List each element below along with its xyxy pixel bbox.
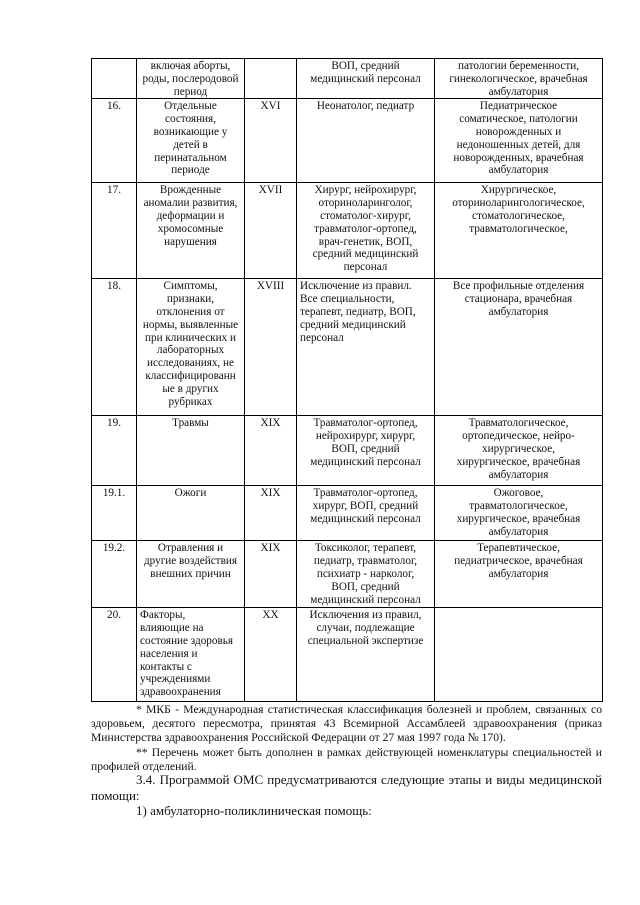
table-row bbox=[92, 416, 603, 486]
departments: Терапевтическое, педиатрическое, врачебная амбулатория bbox=[435, 541, 603, 608]
specialists: Неонатолог, педиатр bbox=[297, 99, 435, 183]
disease-class-name: Отдельные состояния, возникающие у детей в перинатальном периоде bbox=[137, 99, 245, 183]
row-number: 19. bbox=[92, 416, 137, 486]
icd-class: XIX bbox=[245, 416, 297, 486]
classification-table bbox=[91, 58, 603, 702]
section-paragraph: 3.4. Программой ОМС предусматриваются следующие этапы и виды медицинской помощи: bbox=[91, 772, 602, 803]
row-number: 18. bbox=[92, 279, 137, 416]
departments bbox=[435, 608, 603, 702]
footnote-list: ** Перечень может быть дополнен в рамках действующей номенклатуры специальностей и профилей отделений. bbox=[91, 745, 602, 773]
icd-class: XVII bbox=[245, 183, 297, 279]
disease-class-name: Факторы, влияющие на состояние здоровья населения и контакты с учреждениями здравоохранения bbox=[137, 608, 245, 702]
departments: патологии беременности, гинекологическое, врачебная амбулатория bbox=[435, 59, 603, 99]
disease-class-name: Врожденные аномалии развития, деформации и хромосомные нарушения bbox=[137, 183, 245, 279]
icd-class: XVI bbox=[245, 99, 297, 183]
table-row bbox=[92, 183, 603, 279]
table-row bbox=[92, 279, 603, 416]
specialists: Хирург, нейрохирург, оториноларинголог, стоматолог-хирург, травматолог-ортопед, врач-генетик, ВОП, средний медицинский персонал bbox=[297, 183, 435, 279]
table-row bbox=[92, 541, 603, 608]
disease-class-name: Ожоги bbox=[137, 486, 245, 541]
row-number: 19.2. bbox=[92, 541, 137, 608]
table-row bbox=[92, 486, 603, 541]
specialists: Исключение из правил. Все специальности, терапевт, педиатр, ВОП, средний медицинский персонал bbox=[297, 279, 435, 416]
row-number: 19.1. bbox=[92, 486, 137, 541]
specialists: ВОП, средний медицинский персонал bbox=[297, 59, 435, 99]
departments: Педиатрическое соматическое, патологии новорожденных и недоношенных детей, для новорожденных, врачебная амбулатория bbox=[435, 99, 603, 183]
specialists: Травматолог-ортопед, хирург, ВОП, средний медицинский персонал bbox=[297, 486, 435, 541]
table-row bbox=[92, 99, 603, 183]
departments: Ожоговое, травматологическое, хирургическое, врачебная амбулатория bbox=[435, 486, 603, 541]
icd-class bbox=[245, 59, 297, 99]
row-number: 17. bbox=[92, 183, 137, 279]
footnotes bbox=[91, 703, 602, 774]
icd-class: XIX bbox=[245, 541, 297, 608]
icd-class: XX bbox=[245, 608, 297, 702]
departments: Хирургическое, оториноларингологическое, стоматологическое, травматологическое, bbox=[435, 183, 603, 279]
icd-class: XVIII bbox=[245, 279, 297, 416]
specialists: Исключения из правил, случаи, подлежащие специальной экспертизе bbox=[297, 608, 435, 702]
specialists: Травматолог-ортопед, нейрохирург, хирург, ВОП, средний медицинский персонал bbox=[297, 416, 435, 486]
icd-class: XIX bbox=[245, 486, 297, 541]
table-row bbox=[92, 59, 603, 99]
departments: Все профильные отделения стационара, врачебная амбулатория bbox=[435, 279, 603, 416]
section-3-4 bbox=[91, 772, 602, 819]
disease-class-name: Отравления и другие воздействия внешних причин bbox=[137, 541, 245, 608]
departments: Травматологическое, ортопедическое, нейро- хирургическое, хирургическое, врачебная амбулатория bbox=[435, 416, 603, 486]
footnote-icd: * МКБ - Международная статистическая классификация болезней и проблем, связанных со здоровьем, десятого пересмотра, принятая 43 Всемирной Ассамблеей здравоохранения (приказ Министерства здравоохранения Российской Федерации от 27 мая 1997 года № 170). bbox=[91, 703, 602, 745]
disease-class-name: Травмы bbox=[137, 416, 245, 486]
table-row bbox=[92, 608, 603, 702]
section-list-item: 1) амбулаторно-поликлиническая помощь: bbox=[136, 803, 372, 818]
disease-class-name: Симптомы, признаки, отклонения от нормы, выявленные при клинических и лабораторных исследованиях, не классифицированн ые в других рубриках bbox=[137, 279, 245, 416]
row-number: 20. bbox=[92, 608, 137, 702]
row-number: 16. bbox=[92, 99, 137, 183]
disease-class-name: включая аборты, роды, послеродовой период bbox=[137, 59, 245, 99]
row-number bbox=[92, 59, 137, 99]
specialists: Токсиколог, терапевт, педиатр, травматолог, психиатр - нарколог, ВОП, средний медицинский персонал bbox=[297, 541, 435, 608]
